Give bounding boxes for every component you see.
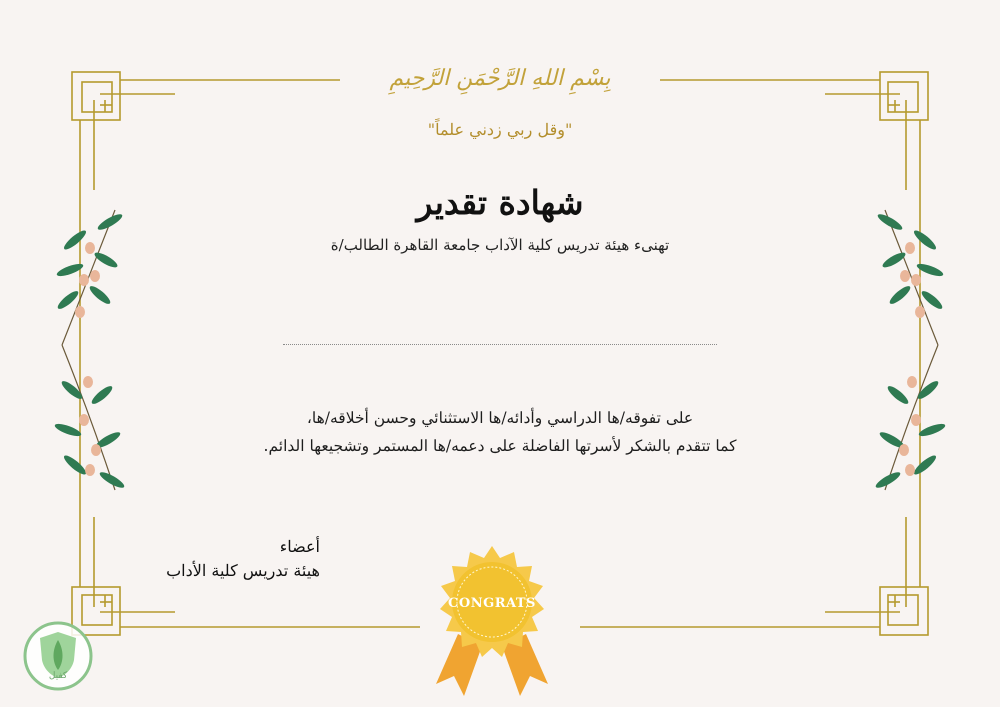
signature-block <box>150 535 320 583</box>
body-line: كما تتقدم بالشكر لأسرتها الفاضلة على دعمه/ها المستمر وتشجيعها الدائم. <box>263 437 737 455</box>
basmala-calligraphy: بِسْمِ اللهِ الرَّحْمَنِ الرَّحِيمِ <box>389 66 611 91</box>
recipient-name-line <box>283 344 717 345</box>
certificate-subtitle: تهنىء هيئة تدريس كلية الآداب جامعة القاهرة الطالب/ة <box>330 236 670 254</box>
quran-quote: "وقل ربي زدني علماً" <box>427 120 573 139</box>
olive-branch-icon <box>874 210 947 490</box>
shield-logo-icon <box>22 620 94 692</box>
body-line: على تفوقه/ها الدراسي وأدائه/ها الاستثنائي وحسن أخلاقه/ها، <box>306 409 694 427</box>
ribbon-badge-icon <box>428 544 556 704</box>
certificate-body <box>230 404 770 460</box>
badge-label: CONGRATS <box>448 596 536 611</box>
olive-branch-icon <box>53 210 126 490</box>
signature-line: هيئة تدريس كلية الأداب <box>166 561 320 580</box>
signature-line: أعضاء <box>279 537 320 556</box>
logo-label: كفيل <box>48 671 68 681</box>
certificate-title: شهادة تقدير <box>416 183 584 222</box>
